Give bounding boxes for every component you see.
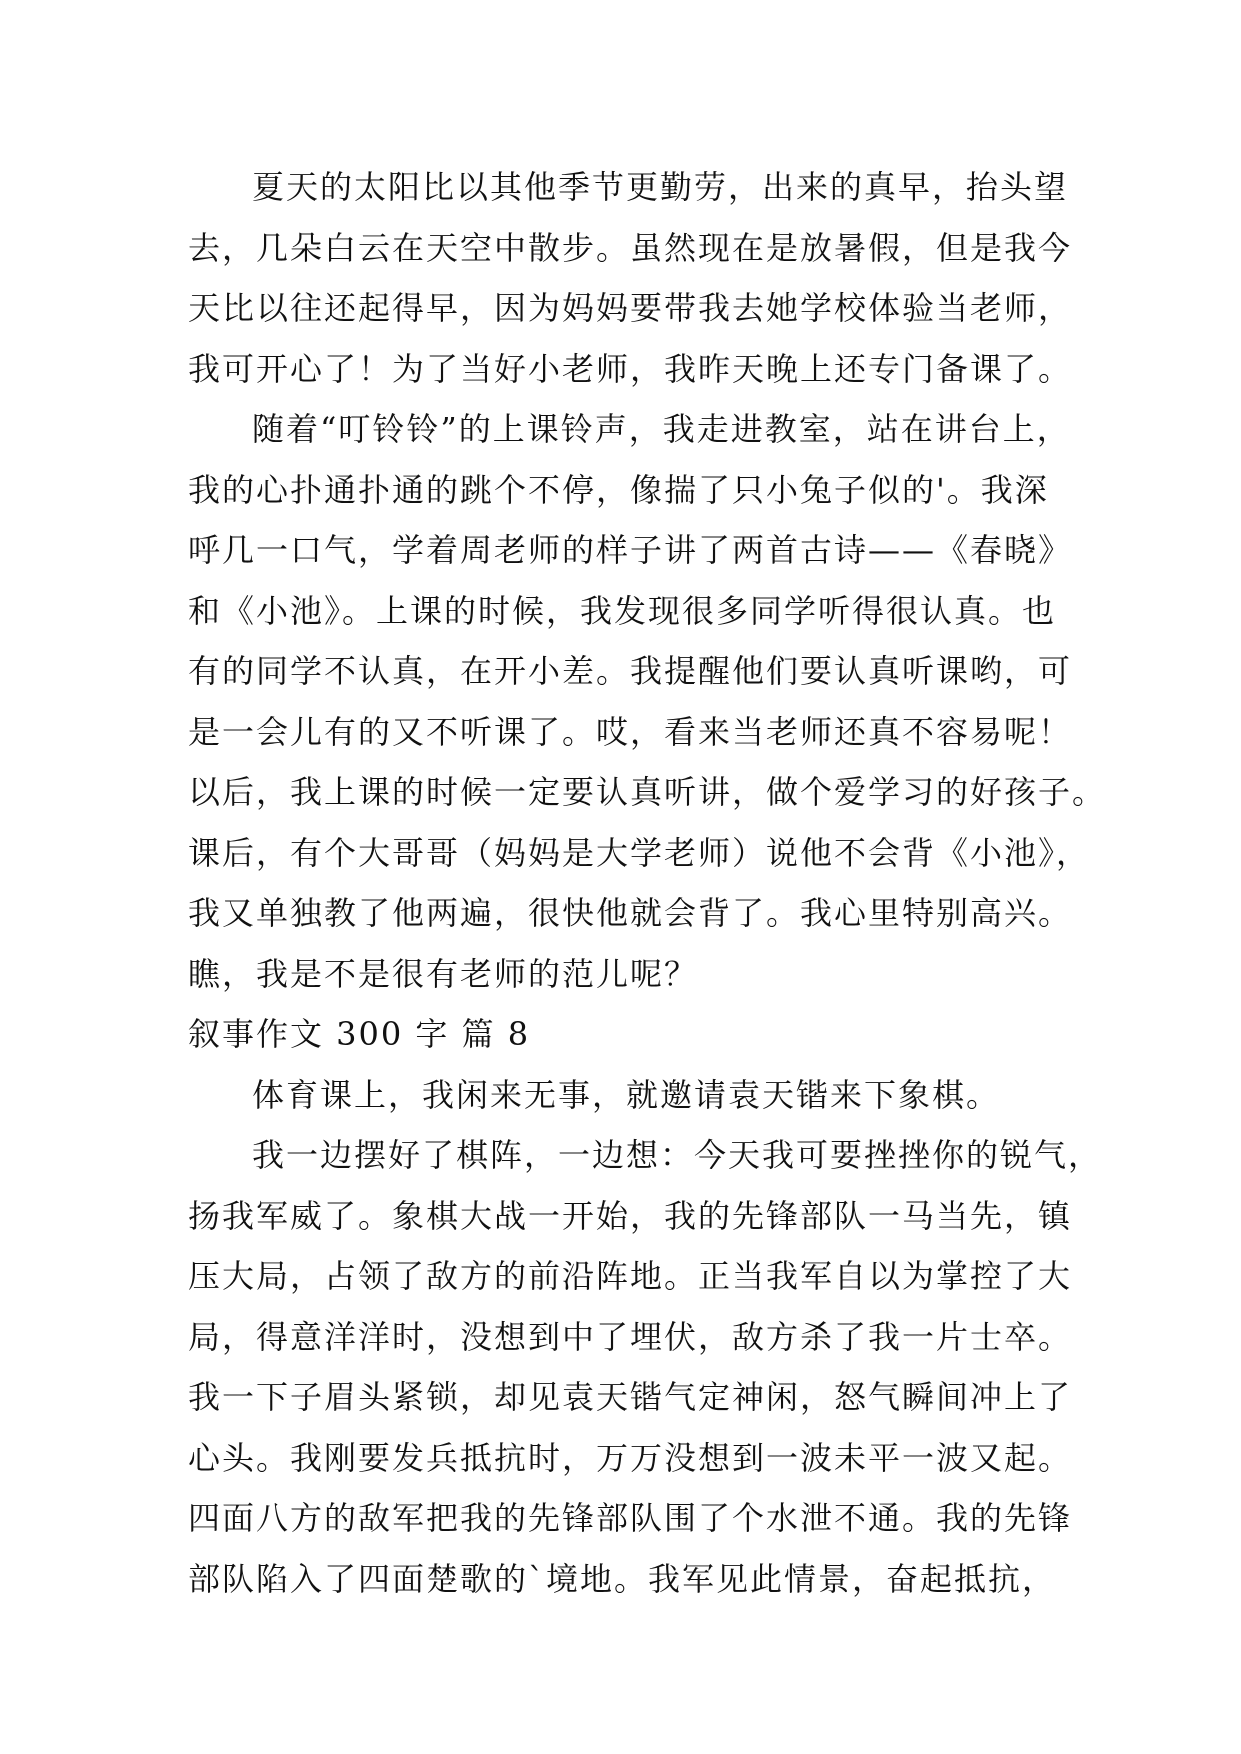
text-line: 扬我军威了。象棋大战一开始，我的先锋部队一马当先，镇	[188, 1196, 1073, 1235]
text-line: 体育课上，我闲来无事，就邀请袁天锴来下象棋。	[252, 1075, 1001, 1114]
text-line: 压大局，占领了敌方的前沿阵地。正当我军自以为掌控了大	[188, 1257, 1073, 1295]
text-line: 天比以往还起得早，因为妈妈要带我去她学校体验当老师，	[188, 289, 1073, 327]
document-body	[188, 157, 1107, 1609]
text-line: 心头。我刚要发兵抵抗时，万万没想到一波未平一波又起。	[188, 1438, 1073, 1477]
text-line: 部队陷入了四面楚歌的`境地。我军见此情景，奋起抵抗，	[188, 1559, 1057, 1598]
text-line: 随着“叮铃铃”的上课铃声，我走进教室，站在讲台上，	[252, 410, 1071, 448]
text-line: 我又单独教了他两遍，很快他就会背了。我心里特别高兴。	[188, 894, 1073, 932]
text-line: 夏天的太阳比以其他季节更勤劳，出来的真早，抬头望	[252, 168, 1069, 206]
text-line: 瞧，我是不是很有老师的范儿呢？	[188, 954, 699, 993]
text-line: 我可开心了！为了当好小老师，我昨天晚上还专门备课了。	[188, 349, 1073, 388]
text-line: 和《小池》。上课的时候，我发现很多同学听得很认真。也	[188, 591, 1057, 630]
text-line: 呼几一口气，学着周老师的样子讲了两首古诗——《春晓》	[188, 531, 1073, 569]
section-heading: 叙事作文 300 字 篇 8	[188, 1015, 531, 1053]
text-line: 我一下子眉头紧锁，却见袁天锴气定神闲，怒气瞬间冲上了	[188, 1378, 1073, 1416]
text-line: 四面八方的敌军把我的先锋部队围了个水泄不通。我的先锋	[188, 1499, 1073, 1537]
text-line: 去，几朵白云在天空中散步。虽然现在是放暑假，但是我今	[188, 228, 1073, 267]
text-line: 局，得意洋洋时，没想到中了埋伏，敌方杀了我一片士卒。	[188, 1317, 1073, 1356]
text-line: 我一边摆好了棋阵，一边想：今天我可要挫挫你的锐气，	[252, 1136, 1103, 1174]
text-line: 以后，我上课的时候一定要认真听讲，做个爱学习的好孩子。	[188, 773, 1107, 811]
text-line: 有的同学不认真，在开小差。我提醒他们要认真听课哟，可	[188, 652, 1073, 690]
text-line: 课后，有个大哥哥（妈妈是大学老师）说他不会背《小池》，	[188, 833, 1091, 872]
text-line: 我的心扑通扑通的跳个不停，像揣了只小兔子似的'。我深	[188, 470, 1049, 509]
text-line: 是一会儿有的又不听课了。哎，看来当老师还真不容易呢！	[188, 712, 1073, 751]
